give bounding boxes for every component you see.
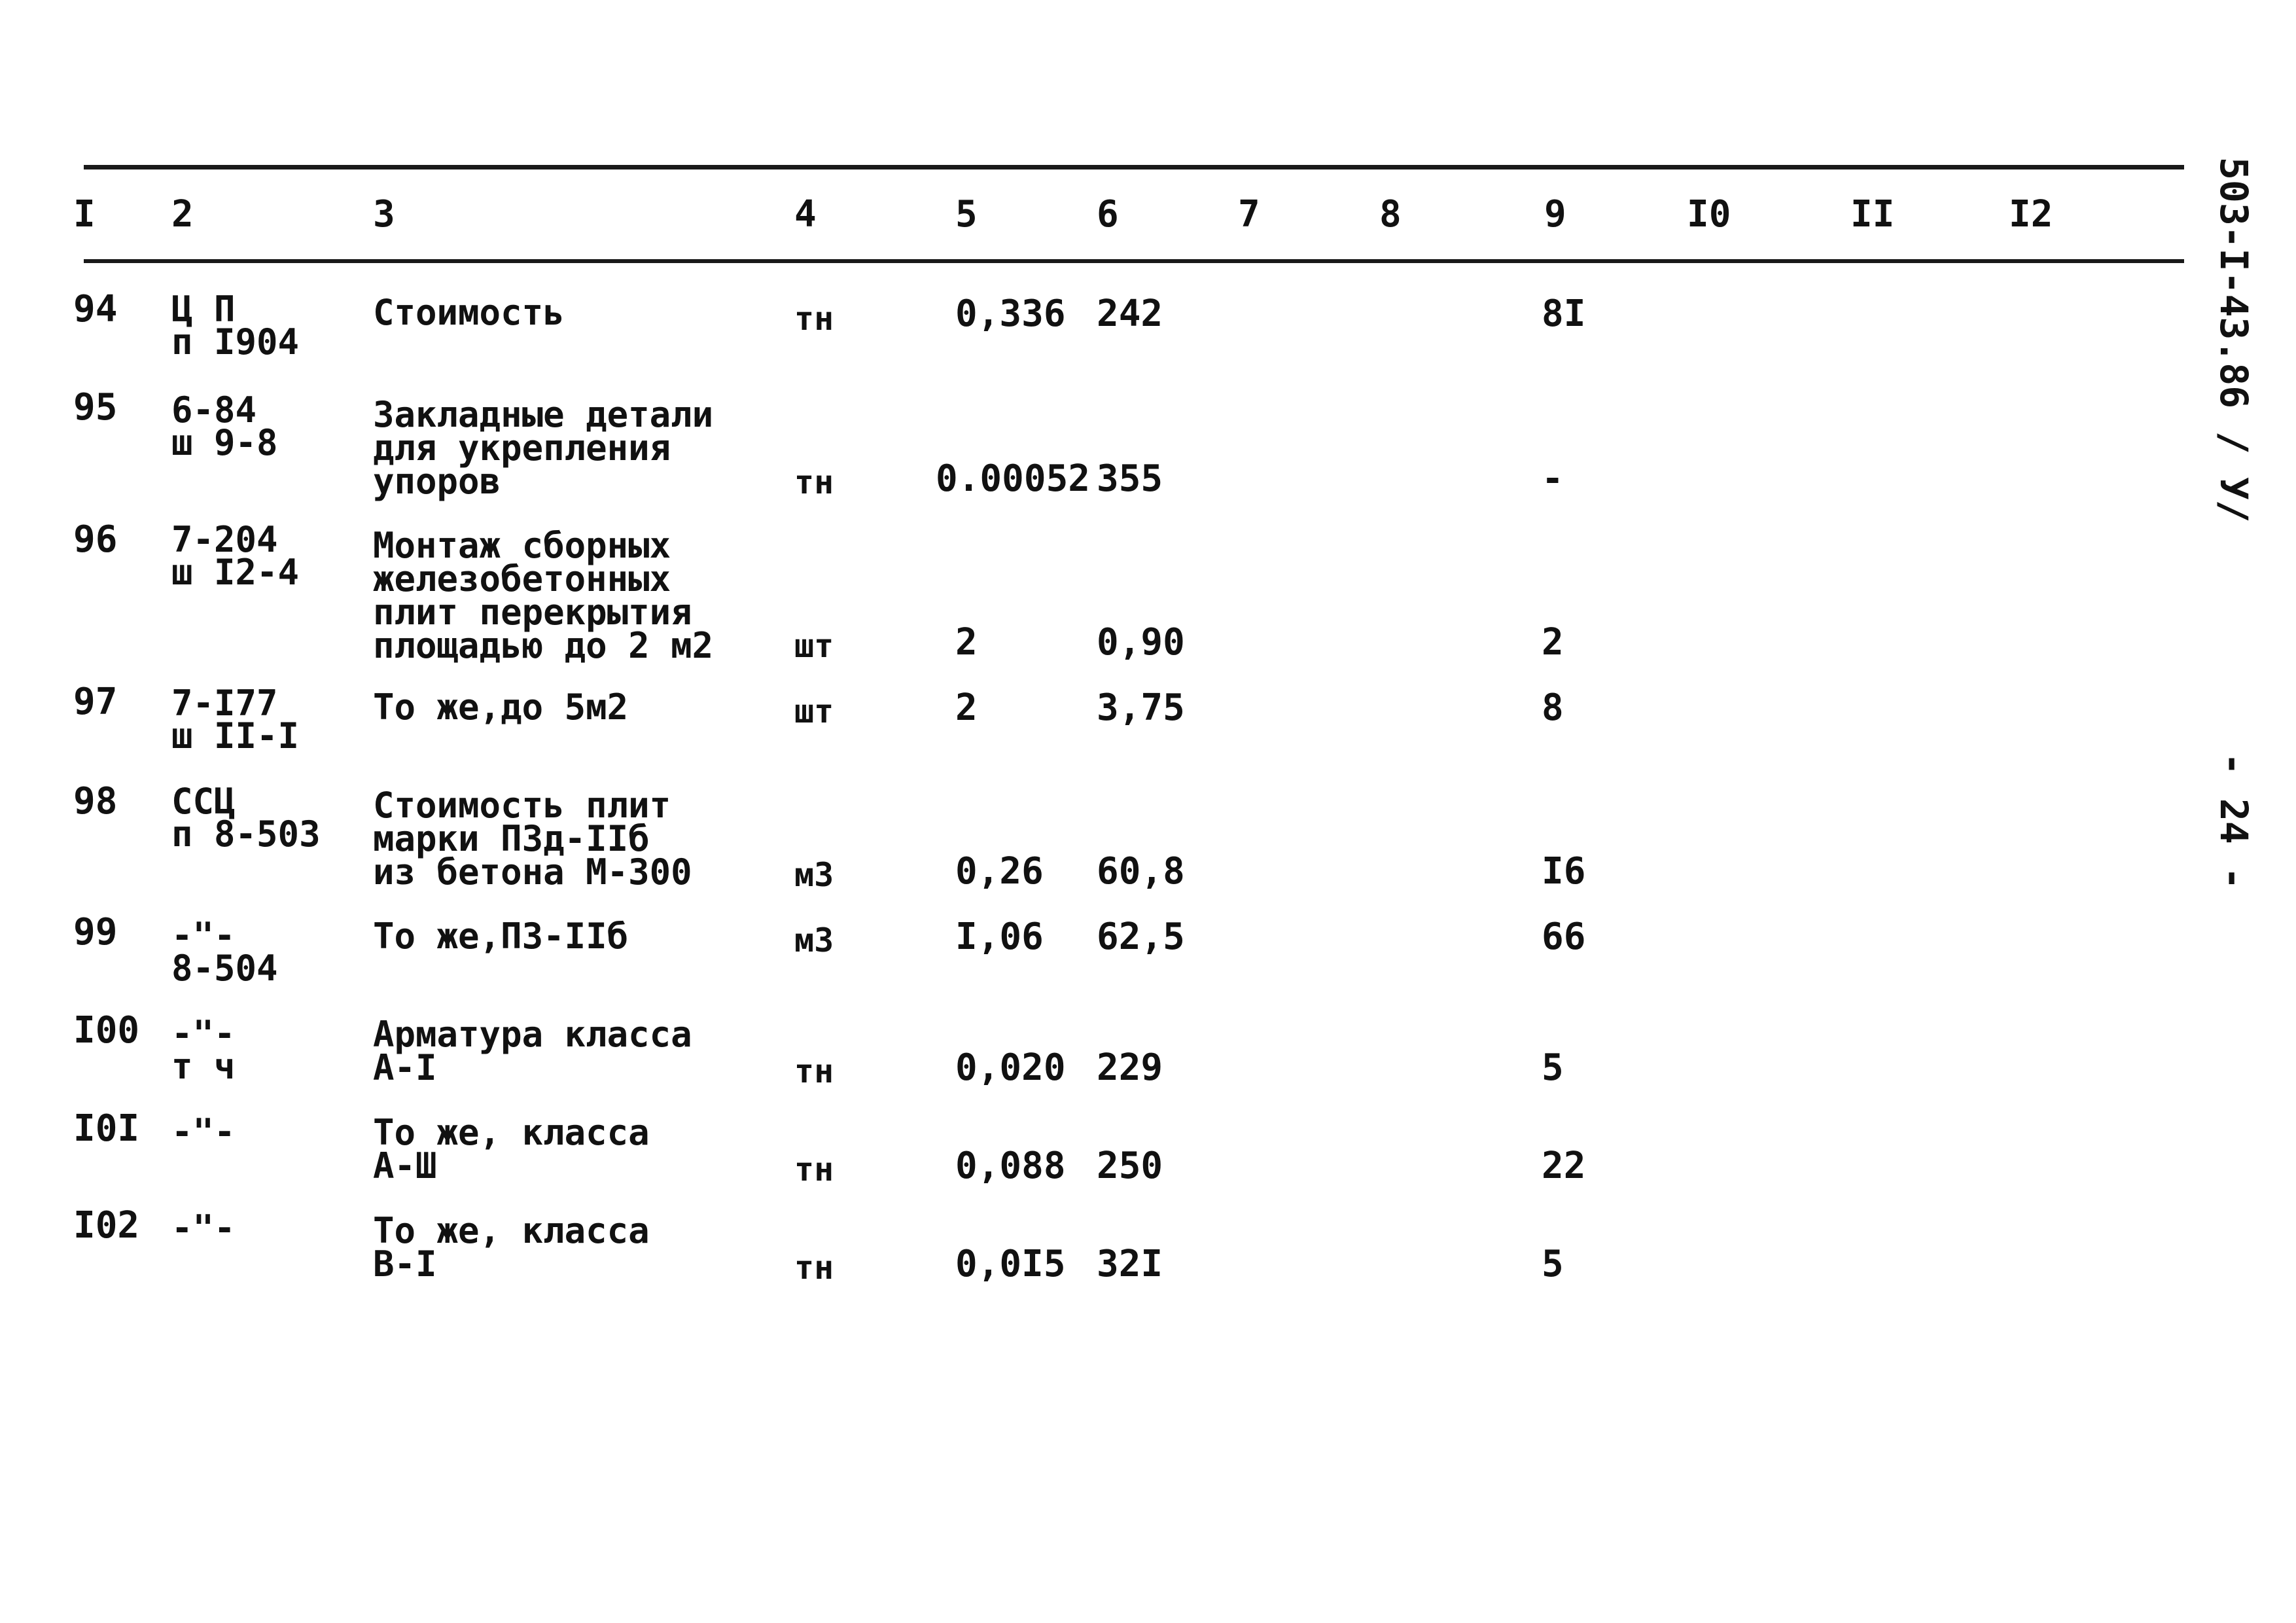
norm-code: ССЦ п 8-503 (171, 781, 321, 855)
work-name: То же,ПЗ-IIб (373, 916, 629, 957)
unit: тн (794, 1052, 834, 1090)
unit-price: 3,75 (1097, 687, 1185, 729)
row-number: 98 (73, 780, 118, 823)
quantity: 2 (955, 621, 978, 664)
norm-code: 7-204 ш I2-4 (171, 519, 300, 593)
unit-price: 242 (1097, 293, 1163, 335)
total-cost: - (1542, 457, 1564, 500)
column-header-2: 2 (171, 193, 194, 236)
total-cost: 22 (1542, 1145, 1586, 1187)
column-header-11: II (1850, 193, 1895, 236)
norm-code: -"- (171, 1207, 236, 1249)
unit: тн (794, 300, 834, 338)
quantity: 0,088 (955, 1145, 1066, 1187)
unit: м3 (794, 921, 834, 959)
unit-price: 60,8 (1097, 850, 1185, 893)
unit: тн (794, 463, 834, 501)
unit: м3 (794, 856, 834, 894)
norm-code: -"- (171, 1111, 236, 1152)
total-cost: 8I (1542, 293, 1586, 335)
norm-code: 7-I77 ш II-I (171, 683, 300, 757)
unit-price: 229 (1097, 1046, 1163, 1089)
work-name: Арматура класса А-I (373, 1014, 692, 1088)
total-cost: 5 (1542, 1243, 1564, 1285)
column-header-12: I2 (2009, 193, 2053, 236)
unit-price: 355 (1097, 457, 1163, 500)
row-number: 97 (73, 681, 118, 723)
unit: тн (794, 1249, 834, 1287)
total-cost: I6 (1542, 850, 1586, 893)
quantity: 0,020 (955, 1046, 1066, 1089)
document-code: 503-I-43.86 / У/ (2212, 157, 2256, 523)
column-header-7: 7 (1238, 193, 1260, 236)
unit-price: 32I (1097, 1243, 1163, 1285)
page-number: - 24 - (2212, 753, 2256, 890)
row-number: 95 (73, 386, 118, 429)
unit: шт (794, 627, 834, 665)
norm-code: Ц П п I904 (171, 289, 300, 363)
row-number: I02 (73, 1204, 140, 1247)
norm-code: -"- 8-504 (171, 915, 278, 989)
table-top-rule (84, 165, 2184, 169)
norm-code: 6-84 ш 9-8 (171, 389, 278, 463)
table-header-rule (84, 259, 2184, 263)
quantity: 0,336 (955, 293, 1066, 335)
total-cost: 5 (1542, 1046, 1564, 1089)
row-number: I00 (73, 1009, 140, 1052)
unit-price: 0,90 (1097, 621, 1185, 664)
unit-price: 62,5 (1097, 916, 1185, 958)
work-name: То же, класса В-I (373, 1210, 650, 1285)
column-header-6: 6 (1097, 193, 1119, 236)
quantity: 0,26 (955, 850, 1044, 893)
column-header-1: I (73, 193, 96, 236)
row-number: 94 (73, 288, 118, 330)
quantity: 0,0I5 (955, 1243, 1066, 1285)
total-cost: 66 (1542, 916, 1586, 958)
total-cost: 2 (1542, 621, 1564, 664)
work-name: То же,до 5м2 (373, 687, 629, 728)
row-number: 96 (73, 518, 118, 561)
column-header-8: 8 (1379, 193, 1402, 236)
unit: тн (794, 1150, 834, 1188)
unit: шт (794, 692, 834, 730)
unit-price: 250 (1097, 1145, 1163, 1187)
row-number: I0I (73, 1107, 140, 1150)
work-name: Стоимость (373, 292, 565, 333)
work-name: Монтаж сборных железобетонных плит перекрытия площадью до 2 м2 (373, 525, 714, 666)
work-name: Закладные детали для укрепления упоров (373, 394, 714, 502)
work-name: Стоимость плит марки ПЗд-IIб из бетона М-300 (373, 785, 692, 893)
norm-code: -"- т ч (171, 1013, 236, 1087)
total-cost: 8 (1542, 687, 1564, 729)
work-name: То же, класса А-Ш (373, 1112, 650, 1186)
quantity: 2 (955, 687, 978, 729)
column-header-10: I0 (1687, 193, 1731, 236)
row-number: 99 (73, 911, 118, 954)
column-header-3: 3 (373, 193, 395, 236)
column-header-9: 9 (1544, 193, 1566, 236)
quantity: I,06 (955, 916, 1044, 958)
column-header-4: 4 (794, 193, 817, 236)
column-header-5: 5 (955, 193, 978, 236)
quantity: 0.00052 (936, 457, 1091, 500)
